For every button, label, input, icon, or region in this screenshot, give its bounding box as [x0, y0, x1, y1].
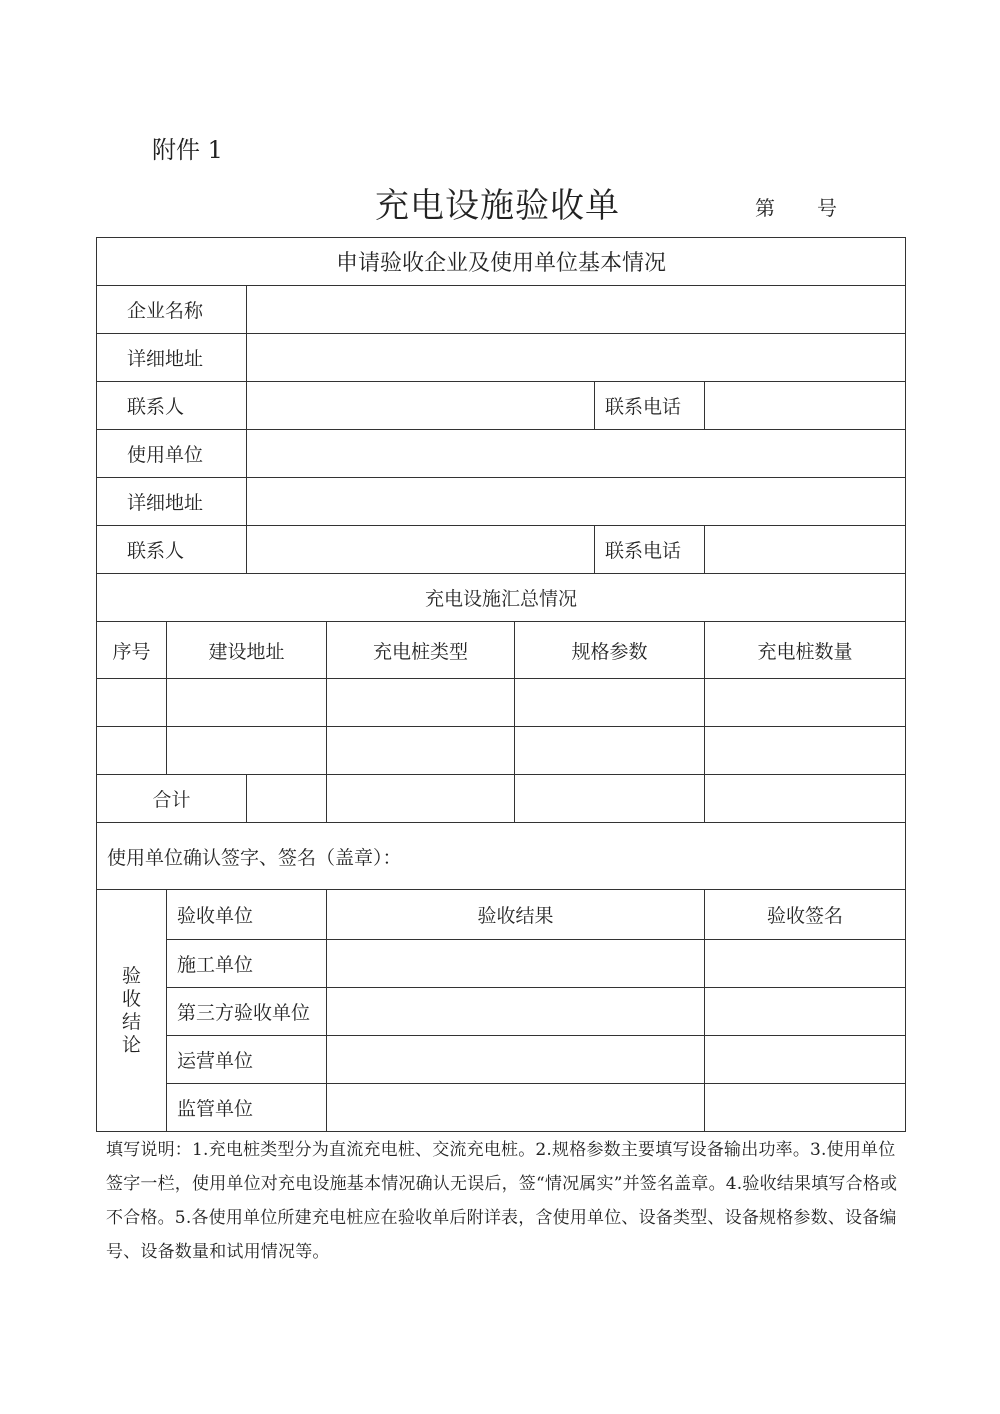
- acceptance-side-label: 验 收 结 论: [97, 890, 167, 1132]
- company-phone-field[interactable]: [705, 382, 906, 430]
- table-row: [97, 727, 906, 775]
- unit-third-party: 第三方验收单位: [167, 988, 327, 1036]
- attachment-label: 附件 1: [152, 136, 223, 164]
- cell-spec[interactable]: [515, 679, 705, 727]
- unit-construction: 施工单位: [167, 940, 327, 988]
- cell-spec[interactable]: [515, 727, 705, 775]
- result-supervision[interactable]: [327, 1084, 705, 1132]
- signature-third-party[interactable]: [705, 988, 906, 1036]
- column-header-pile-type: 充电桩类型: [327, 622, 515, 679]
- cell-address[interactable]: [167, 679, 327, 727]
- signature-operation[interactable]: [705, 1036, 906, 1084]
- total-quantity[interactable]: [705, 775, 906, 823]
- cell-pile-type[interactable]: [327, 679, 515, 727]
- acceptance-form-table: [96, 237, 906, 1132]
- company-address-label: 详细地址: [97, 334, 247, 382]
- company-contact-field[interactable]: [247, 382, 595, 430]
- user-address-field[interactable]: [247, 478, 906, 526]
- column-header-address: 建设地址: [167, 622, 327, 679]
- section1-title: 申请验收企业及使用单位基本情况: [97, 238, 906, 286]
- company-name-field[interactable]: [247, 286, 906, 334]
- user-address-label: 详细地址: [97, 478, 247, 526]
- signature-supervision[interactable]: [705, 1084, 906, 1132]
- cell-address[interactable]: [167, 727, 327, 775]
- company-address-field[interactable]: [247, 334, 906, 382]
- table-row: [97, 679, 906, 727]
- number-suffix: 号: [817, 196, 837, 220]
- page-title: 充电设施验收单: [375, 186, 620, 226]
- total-spec[interactable]: [515, 775, 705, 823]
- total-label: 合计: [97, 775, 247, 823]
- user-contact-label: 联系人: [97, 526, 247, 574]
- signature-construction[interactable]: [705, 940, 906, 988]
- section2-title: 充电设施汇总情况: [97, 574, 906, 622]
- acceptance-signature-header: 验收签名: [705, 890, 906, 940]
- column-header-quantity: 充电桩数量: [705, 622, 906, 679]
- cell-index[interactable]: [97, 727, 167, 775]
- company-phone-label: 联系电话: [595, 382, 705, 430]
- confirmation-signature-field[interactable]: 使用单位确认签字、签名（盖章）：: [97, 823, 906, 890]
- unit-supervision: 监管单位: [167, 1084, 327, 1132]
- company-name-label: 企业名称: [97, 286, 247, 334]
- cell-pile-type[interactable]: [327, 727, 515, 775]
- result-construction[interactable]: [327, 940, 705, 988]
- user-phone-label: 联系电话: [595, 526, 705, 574]
- cell-quantity[interactable]: [705, 727, 906, 775]
- acceptance-result-header: 验收结果: [327, 890, 705, 940]
- column-header-index: 序号: [97, 622, 167, 679]
- user-contact-field[interactable]: [247, 526, 595, 574]
- filling-instructions: 填写说明：1.充电桩类型分为直流充电桩、交流充电桩。2.规格参数主要填写设备输出功率。3.使用单位签字一栏，使用单位对充电设施基本情况确认无误后，签“情况属实”并签名盖章。4.验收结果填写合格或不合格。5.各使用单位所建充电桩应在验收单后附详表，含使用单位、设备类型、设备规格参数、设备编号、设备数量和试用情况等。: [106, 1140, 898, 1262]
- column-header-spec: 规格参数: [515, 622, 705, 679]
- total-address[interactable]: [247, 775, 327, 823]
- user-phone-field[interactable]: [705, 526, 906, 574]
- user-unit-field[interactable]: [247, 430, 906, 478]
- total-pile-type[interactable]: [327, 775, 515, 823]
- result-operation[interactable]: [327, 1036, 705, 1084]
- number-prefix: 第: [755, 196, 775, 220]
- acceptance-unit-header: 验收单位: [167, 890, 327, 940]
- cell-quantity[interactable]: [705, 679, 906, 727]
- result-third-party[interactable]: [327, 988, 705, 1036]
- cell-index[interactable]: [97, 679, 167, 727]
- unit-operation: 运营单位: [167, 1036, 327, 1084]
- company-contact-label: 联系人: [97, 382, 247, 430]
- user-unit-label: 使用单位: [97, 430, 247, 478]
